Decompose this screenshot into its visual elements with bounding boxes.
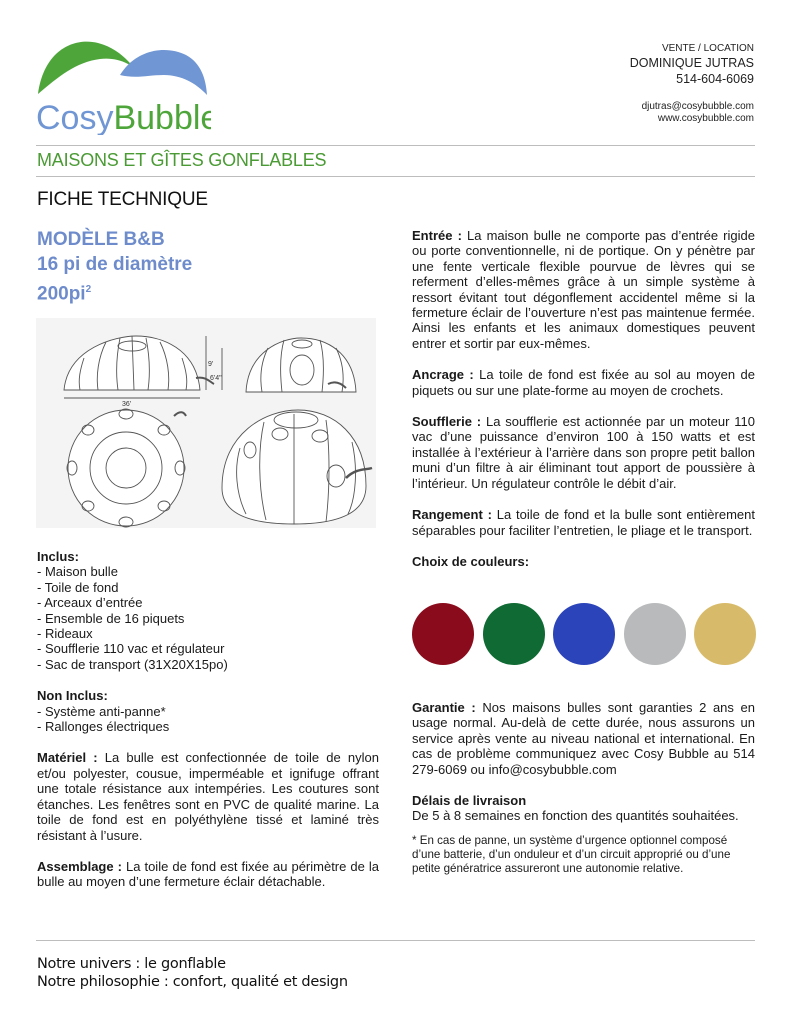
contact-website[interactable]: www.cosybubble.com	[657, 113, 754, 124]
included-section	[37, 549, 379, 672]
technical-drawing	[36, 318, 376, 528]
livraison-paragraph: Délais de livraison De 5 à 8 semaines en fonction des quantités souhaitées.	[412, 793, 739, 824]
list-item: - Maison bulle	[37, 564, 118, 580]
contact-service: VENTE / LOCATION	[661, 43, 754, 54]
list-item: - Soufflerie 110 vac et régulateur	[37, 641, 225, 657]
model-area: $200pi^2$	[37, 283, 92, 305]
divider	[36, 145, 755, 146]
divider	[36, 940, 755, 941]
model-block	[37, 227, 192, 306]
logo-wordmark: CosyBubble	[36, 99, 211, 135]
not-included-section	[37, 688, 379, 734]
garantie-paragraph: Garantie : Nos maisons bulles sont garanties 2 ans en usage normal. Au-delà de cette durée, nous assurons un service après vente au niveau national et international. En cas de problème communiquez avec Cosy Bubble au 514 279-6069 ou info@cosybubble.com	[412, 700, 755, 777]
drawing-width-label: 36'	[122, 401, 132, 408]
drawing-height-label: 6'4"	[210, 375, 222, 382]
footnote: * En cas de panne, un système d’urgence optionnel composé d’une batterie, d’un onduleur et d’un circuit approprié ou d’une petite génératrice assureront une autonomie relative.	[412, 833, 731, 875]
list-item: - Toile de fond	[37, 579, 119, 595]
list-item: - Arceaux d’entrée	[37, 595, 143, 611]
contact-email[interactable]: djutras@cosybubble.com	[641, 101, 754, 112]
left-column	[37, 549, 379, 906]
color-swatch[interactable]	[694, 603, 756, 665]
list-item: - Sac de transport (31X20X15po)	[37, 656, 228, 672]
slogan-line: Notre philosophie : confort, qualité et design	[37, 974, 348, 990]
list-item: - Rallonges électriques	[37, 719, 170, 735]
color-swatches	[412, 603, 757, 669]
list-item: - Rideaux	[37, 626, 93, 642]
right-column-lower	[412, 700, 755, 892]
model-name: MODÈLE B&B	[37, 229, 165, 250]
color-swatch[interactable]	[412, 603, 474, 665]
footer-slogan	[37, 955, 348, 991]
page-title: FICHE TECHNIQUE	[37, 189, 208, 210]
materiel-paragraph: Matériel : La bulle est confectionnée de toile de nylon et/ou polyester, cousue, imperméable et ignifuge offrant une totale résistance aux intempéries. Les coutures sont étanches. Les fenêtres sont en PVC de qualité marine. La toile de fond est en polyéthylène tissé et laminé très résistant à l’usure.	[37, 750, 379, 843]
soufflerie-paragraph: Soufflerie : La soufflerie est actionnée par un moteur 110 vac d’une puissance d’environ 100 à 150 watts et est installée à l’extérieur à l’arrière dans son propre petit ballon muni d’un filtre à air éliminant tout apport de poussière à l’intérieur. Un régulateur contrôle le débit d’air.	[412, 414, 755, 491]
contact-phone[interactable]: 514-604-6069	[676, 72, 754, 86]
couleurs-label: Choix de couleurs:	[412, 553, 530, 569]
not-included-list	[37, 704, 379, 735]
included-list	[37, 564, 379, 672]
right-column	[412, 228, 755, 585]
cosybubble-logo	[36, 35, 211, 135]
divider	[36, 176, 755, 177]
list-item: - Ensemble de 16 piquets	[37, 610, 185, 626]
rangement-paragraph: Rangement : La toile de fond et la bulle sont entièrement séparables pour faciliter l’entretien, le pliage et le transport.	[412, 507, 755, 538]
drawing-height-label: 9'	[208, 361, 214, 368]
color-swatch[interactable]	[553, 603, 615, 665]
tagline: MAISONS ET GÎTES GONFLABLES	[37, 150, 327, 170]
ancrage-paragraph: Ancrage : La toile de fond est fixée au sol au moyen de piquets ou sur une plate-forme au moyen de crochets.	[412, 367, 755, 398]
slogan-line: Notre univers : le gonflable	[37, 956, 226, 972]
list-item: - Système anti-panne*	[37, 703, 166, 719]
contact-block	[630, 43, 754, 125]
entree-paragraph: Entrée : La maison bulle ne comporte pas d’entrée rigide ou porte conventionnelle, ni de portique. On y pénètre par une fente verticale flexible pourvue de lèvres qui se referment d’elles-mêmes grâce à un simple système à ressort évitant tout dégonflement accidentel même si la fermeture éclair de l’ouverture n’est pas maintenue fermée. Ainsi les enfants et les animaux domestiques peuvent entrer et sortir par eux-mêmes.	[412, 228, 755, 351]
included-title: Inclus:	[37, 549, 79, 564]
contact-name: DOMINIQUE JUTRAS	[629, 56, 754, 70]
model-diameter: 16 pi de diamètre	[37, 254, 193, 275]
assemblage-paragraph: Assemblage : La toile de fond est fixée au périmètre de la bulle au moyen d’une fermeture éclair détachable.	[37, 858, 379, 890]
color-swatch[interactable]	[483, 603, 545, 665]
color-swatch[interactable]	[624, 603, 686, 665]
not-included-title: Non Inclus:	[37, 688, 108, 704]
